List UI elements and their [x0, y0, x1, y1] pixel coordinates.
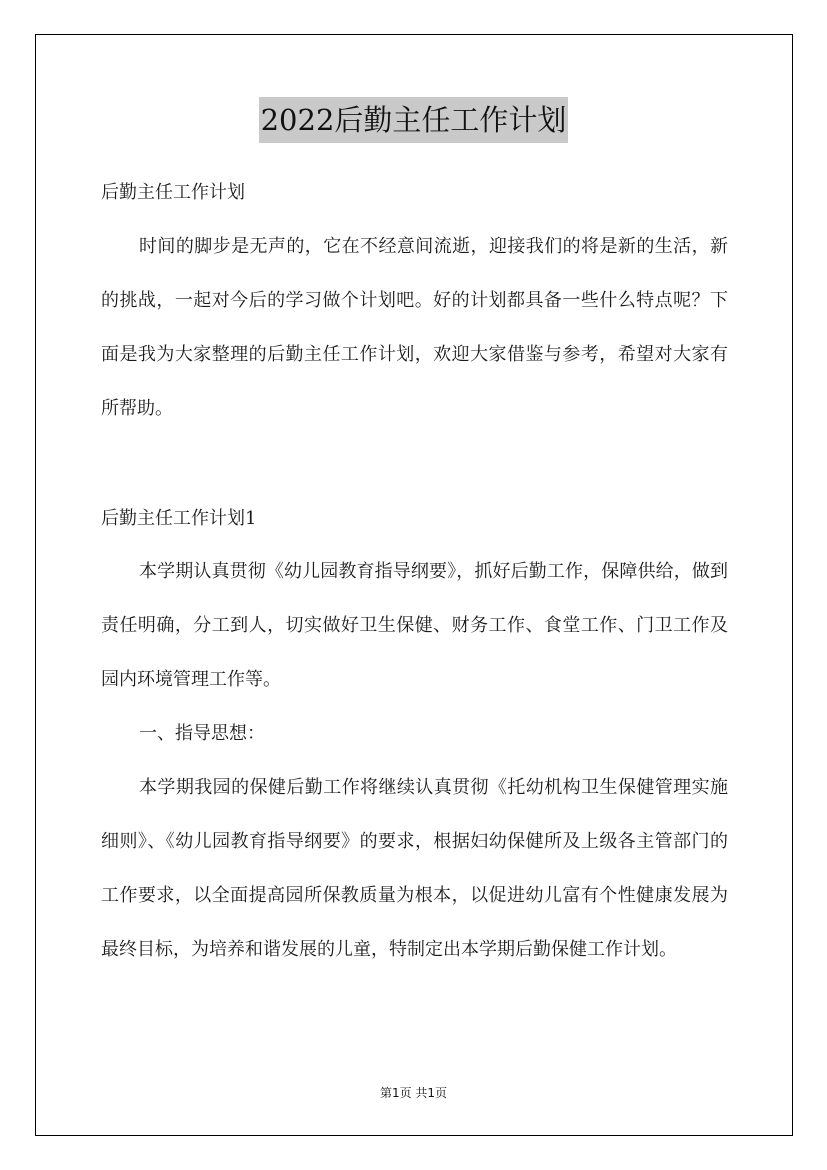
section-paragraph-1: 本学期认真贯彻《幼儿园教育指导纲要》，抓好后勤工作，保障供给，做到责任明确，分工到人，切实做好卫生保健、财务工作、食堂工作、门卫工作及园内环境管理工作等。: [101, 561, 728, 690]
document-title: 2022后勤主任工作计划: [259, 97, 569, 143]
title-container: [0, 97, 827, 143]
item-heading: 一、指导思想：: [139, 723, 265, 744]
section-paragraph-2: 本学期我园的保健后勤工作将继续认真贯彻《托幼机构卫生保健管理实施细则》、《幼儿园教育指导纲要》的要求，根据妇幼保健所及上级各主管部门的工作要求，以全面提高园所保教质量为根本，以促进幼儿富有个性健康发展为最终目标，为培养和谐发展的儿童，特制定出本学期后勤保健工作计划。: [101, 777, 728, 960]
document-subtitle: 后勤主任工作计划: [101, 182, 245, 203]
page-footer: 第1页 共1页: [379, 1086, 448, 1100]
intro-paragraph: 时间的脚步是无声的，它在不经意间流逝，迎接我们的将是新的生活，新的挑战，一起对今后的学习做个计划吧。好的计划都具备一些什么特点呢？下面是我为大家整理的后勤主任工作计划，欢迎大家借鉴与参考，希望对大家有所帮助。: [101, 236, 728, 419]
section-heading: 后勤主任工作计划1: [101, 508, 257, 529]
